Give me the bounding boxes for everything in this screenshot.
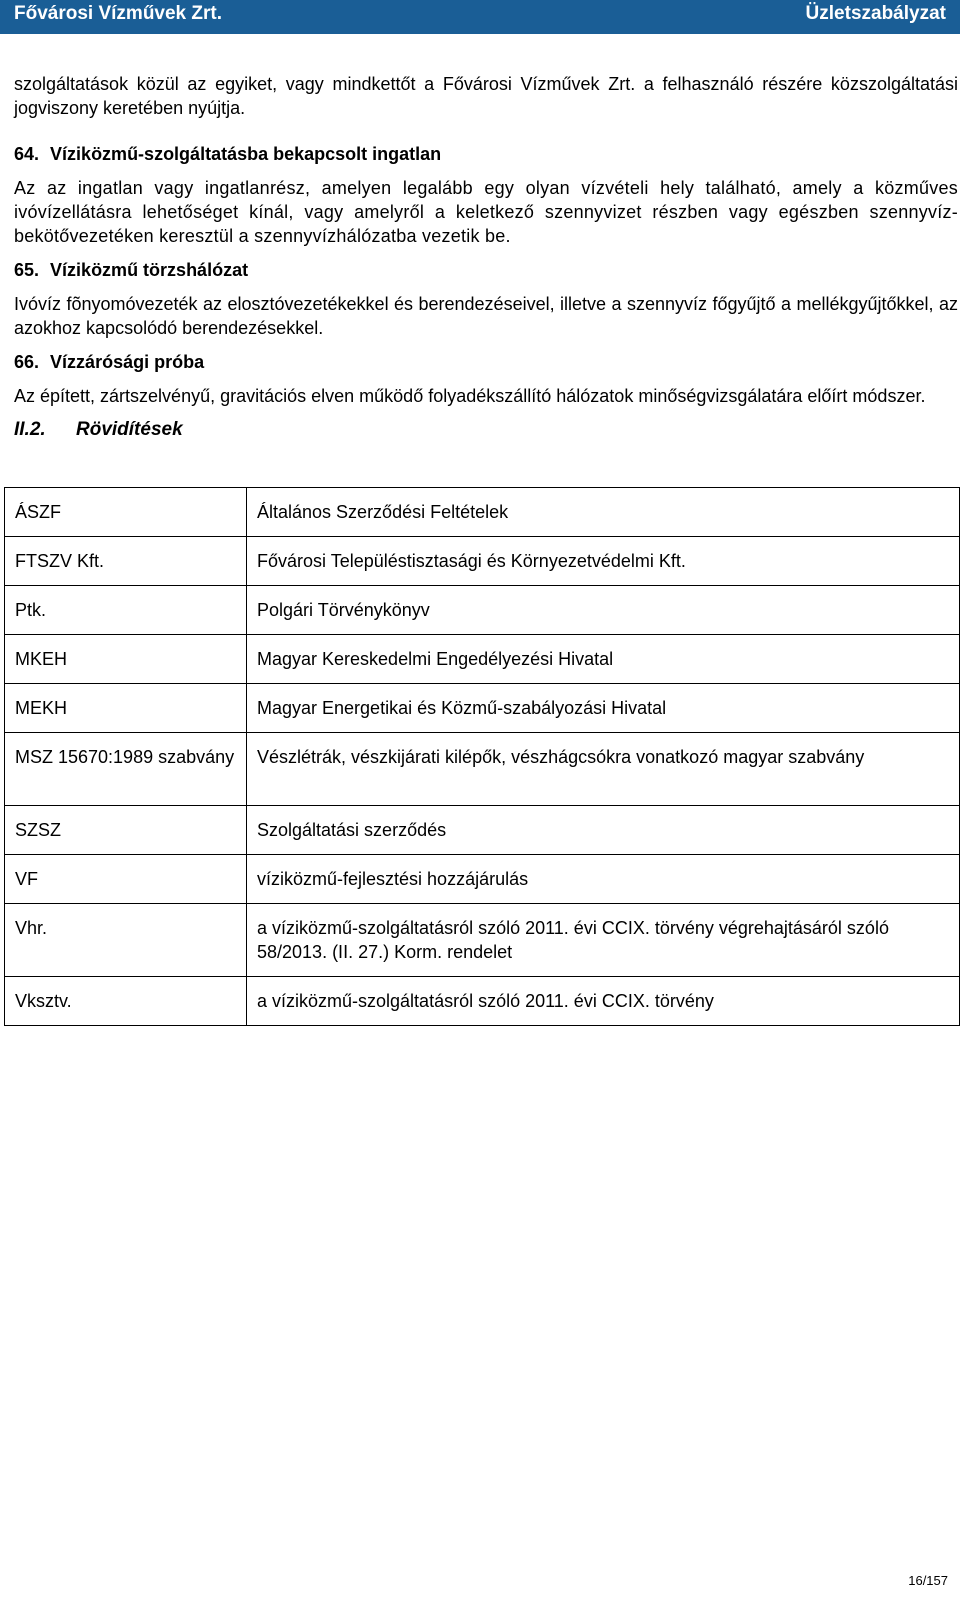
table-row [5, 855, 960, 904]
meaning-cell: Szolgáltatási szerződés [247, 806, 960, 855]
section-number: II.2. [14, 419, 46, 440]
meaning-cell: a víziközmű-szolgáltatásról szóló 2011. évi CCIX. törvény [247, 977, 960, 1026]
definition-number: 64. [14, 144, 40, 164]
definition-heading-66 [14, 350, 958, 374]
table-row [5, 904, 960, 977]
definition-number: 65. [14, 260, 40, 280]
abbr-cell: ÁSZF [5, 488, 247, 537]
definition-number: 66. [14, 352, 40, 372]
definition-title: Vízzárósági próba [50, 352, 205, 372]
meaning-cell: Polgári Törvénykönyv [247, 586, 960, 635]
definition-text-66: Az épített, zártszelvényű, gravitációs elven működő folyadékszállító hálózatok minőségvizsgálatára előírt módszer. [14, 386, 926, 406]
abbr-cell: FTSZV Kft. [5, 537, 247, 586]
section-heading [14, 418, 958, 442]
meaning-cell: víziközmű-fejlesztési hozzájárulás [247, 855, 960, 904]
definition-title: Víziközmű-szolgáltatásba bekapcsolt ingatlan [50, 144, 442, 164]
meaning-cell: a víziközmű-szolgáltatásról szóló 2011. évi CCIX. törvény végrehajtásáról szóló 58/2013. (II. 27.) Korm. rendelet [247, 904, 960, 977]
table-row [5, 586, 960, 635]
abbr-cell: Vhr. [5, 904, 247, 977]
table-row [5, 977, 960, 1026]
table-row [5, 684, 960, 733]
header-doc-title: Üzletszabályzat [805, 3, 946, 24]
abbr-cell: MEKH [5, 684, 247, 733]
meaning-cell: Magyar Energetikai és Közmű-szabályozási Hivatal [247, 684, 960, 733]
table-row [5, 635, 960, 684]
definition-text-64: Az az ingatlan vagy ingatlanrész, amelyen legalább egy olyan vízvételi hely található, amely a közműves ivóvízellátásra lehetőséget kínál, vagy amelyről a keletkező szennyvizet részben vagy egészben szennyvíz-bekötővezetéken keresztül a szennyvízhálózatba vezetik be. [14, 178, 958, 246]
abbr-cell: Vksztv. [5, 977, 247, 1026]
table-row [5, 733, 960, 806]
definition-text-65: Ivóvíz fõnyomóvezeték az elosztóvezetékekkel és berendezéseivel, illetve a szennyvíz főgyűjtő a mellékgyűjtőkkel, az azokhoz kapcsolódó berendezésekkel. [14, 294, 958, 338]
page-header [0, 0, 960, 34]
table-row [5, 537, 960, 586]
meaning-cell: Fővárosi Településtisztasági és Környezetvédelmi Kft. [247, 537, 960, 586]
definition-title: Víziközmű törzshálózat [50, 260, 249, 280]
abbr-cell: MSZ 15670:1989 szabvány [5, 733, 247, 806]
meaning-cell: Magyar Kereskedelmi Engedélyezési Hivatal [247, 635, 960, 684]
abbr-cell: VF [5, 855, 247, 904]
abbr-cell: Ptk. [5, 586, 247, 635]
definition-heading-64 [14, 142, 958, 166]
page-number: 16/157 [908, 1573, 948, 1588]
abbr-cell: MKEH [5, 635, 247, 684]
abbreviations-table [4, 487, 960, 1026]
intro-paragraph: szolgáltatások közül az egyiket, vagy mindkettőt a Fővárosi Vízművek Zrt. a felhasználó részére közszolgáltatási jogviszony keretében nyújtja. [14, 74, 958, 118]
abbr-cell: SZSZ [5, 806, 247, 855]
table-row [5, 806, 960, 855]
table-row [5, 488, 960, 537]
header-company: Fővárosi Vízművek Zrt. [14, 3, 223, 24]
section-title: Rövidítések [76, 419, 183, 440]
definition-heading-65 [14, 258, 958, 282]
meaning-cell: Általános Szerződési Feltételek [247, 488, 960, 537]
meaning-cell: Vészlétrák, vészkijárati kilépők, vészhágcsókra vonatkozó magyar szabvány [247, 733, 960, 806]
page-body [14, 72, 958, 442]
